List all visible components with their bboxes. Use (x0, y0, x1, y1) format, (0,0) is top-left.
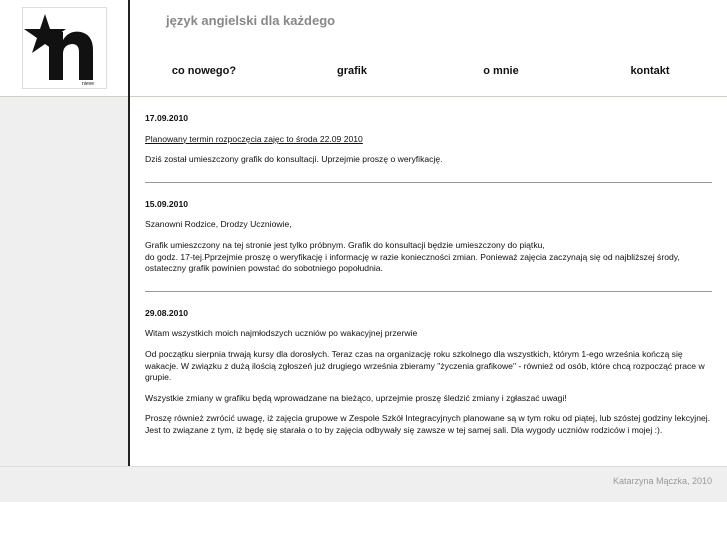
news-post (145, 97, 712, 183)
news-post (145, 292, 712, 437)
header (0, 0, 727, 96)
footer (0, 466, 727, 502)
post-paragraph: do godz. 17-tej.Pprzejmie proszę o weryfikację i informację w razie konieczności zmian. Ponieważ zajęcia zaczynają się od najbliższej środy, ostateczny grafik powinien powstać do sobotniego popołudnia. (145, 251, 680, 274)
post-date: 15.09.2010 (145, 198, 189, 209)
logo-caption: nieve (82, 81, 94, 87)
post-paragraph: Szanowni Rodzice, Drodzy Uczniowie, (145, 219, 292, 230)
post-paragraph: Dziś został umieszczony grafik do konsultacji. Uprzejmie proszę o weryfikację. (145, 154, 443, 165)
news-content (145, 97, 712, 466)
vertical-divider (128, 0, 130, 466)
site-title: język angielski dla każdego (166, 13, 336, 28)
nav-grafik[interactable]: grafik (337, 65, 367, 77)
nav-kontakt[interactable]: kontakt (630, 65, 670, 77)
post-paragraph: Witam wszystkich moich najmłodszych uczniów po wakacyjnej przerwie (145, 328, 418, 339)
post-paragraph: Proszę również zwrócić uwagę, iż zajęcia grupowe w Zespole Szkół Integracyjnych planowane są w tym roku od piątej, lub szóstej godziny lekcyjnej. Jest to związane z tym, iż będę się starała o to by zajęcia odbywały się zawsze w tej samej sali. Dla wygody uczniów rodziców i mojej :). (145, 413, 711, 435)
post-date: 17.09.2010 (145, 113, 189, 123)
nav-co-nowego[interactable]: co nowego? (171, 65, 237, 77)
post-date: 29.08.2010 (145, 307, 189, 318)
post-paragraph: Od początku sierpnia trwają kursy dla dorosłych. Teraz czas na organizację roku szkolnego dla wszystkich, którym 1-ego września kończą się wakacje. W związku z dużą ilością zgłoszeń już drugiego września zbieramy "życzenia grafikowe" - również od osób, które chcą rozpocząć prace w grupie. (145, 348, 705, 383)
nav-o-mnie[interactable]: o mnie (483, 65, 519, 77)
main-nav (0, 65, 727, 81)
sidebar (0, 97, 128, 466)
news-post (145, 183, 712, 292)
post-link[interactable]: Planowany termin rozpoczęcia zajęc to środa 22.09 2010 (145, 133, 363, 144)
post-paragraph: Wszystkie zmiany w grafiku będą wprowadzane na bieżąco, uprzejmie proszę śledzić zmiany i zgłaszać uwagi! (145, 392, 567, 403)
post-paragraph: Grafik umieszczony na tej stronie jest tylko próbnym. Grafik do konsultacji będzie umieszczony do piątku, (145, 239, 545, 250)
footer-copyright: Katarzyna Mączka, 2010 (612, 476, 712, 486)
